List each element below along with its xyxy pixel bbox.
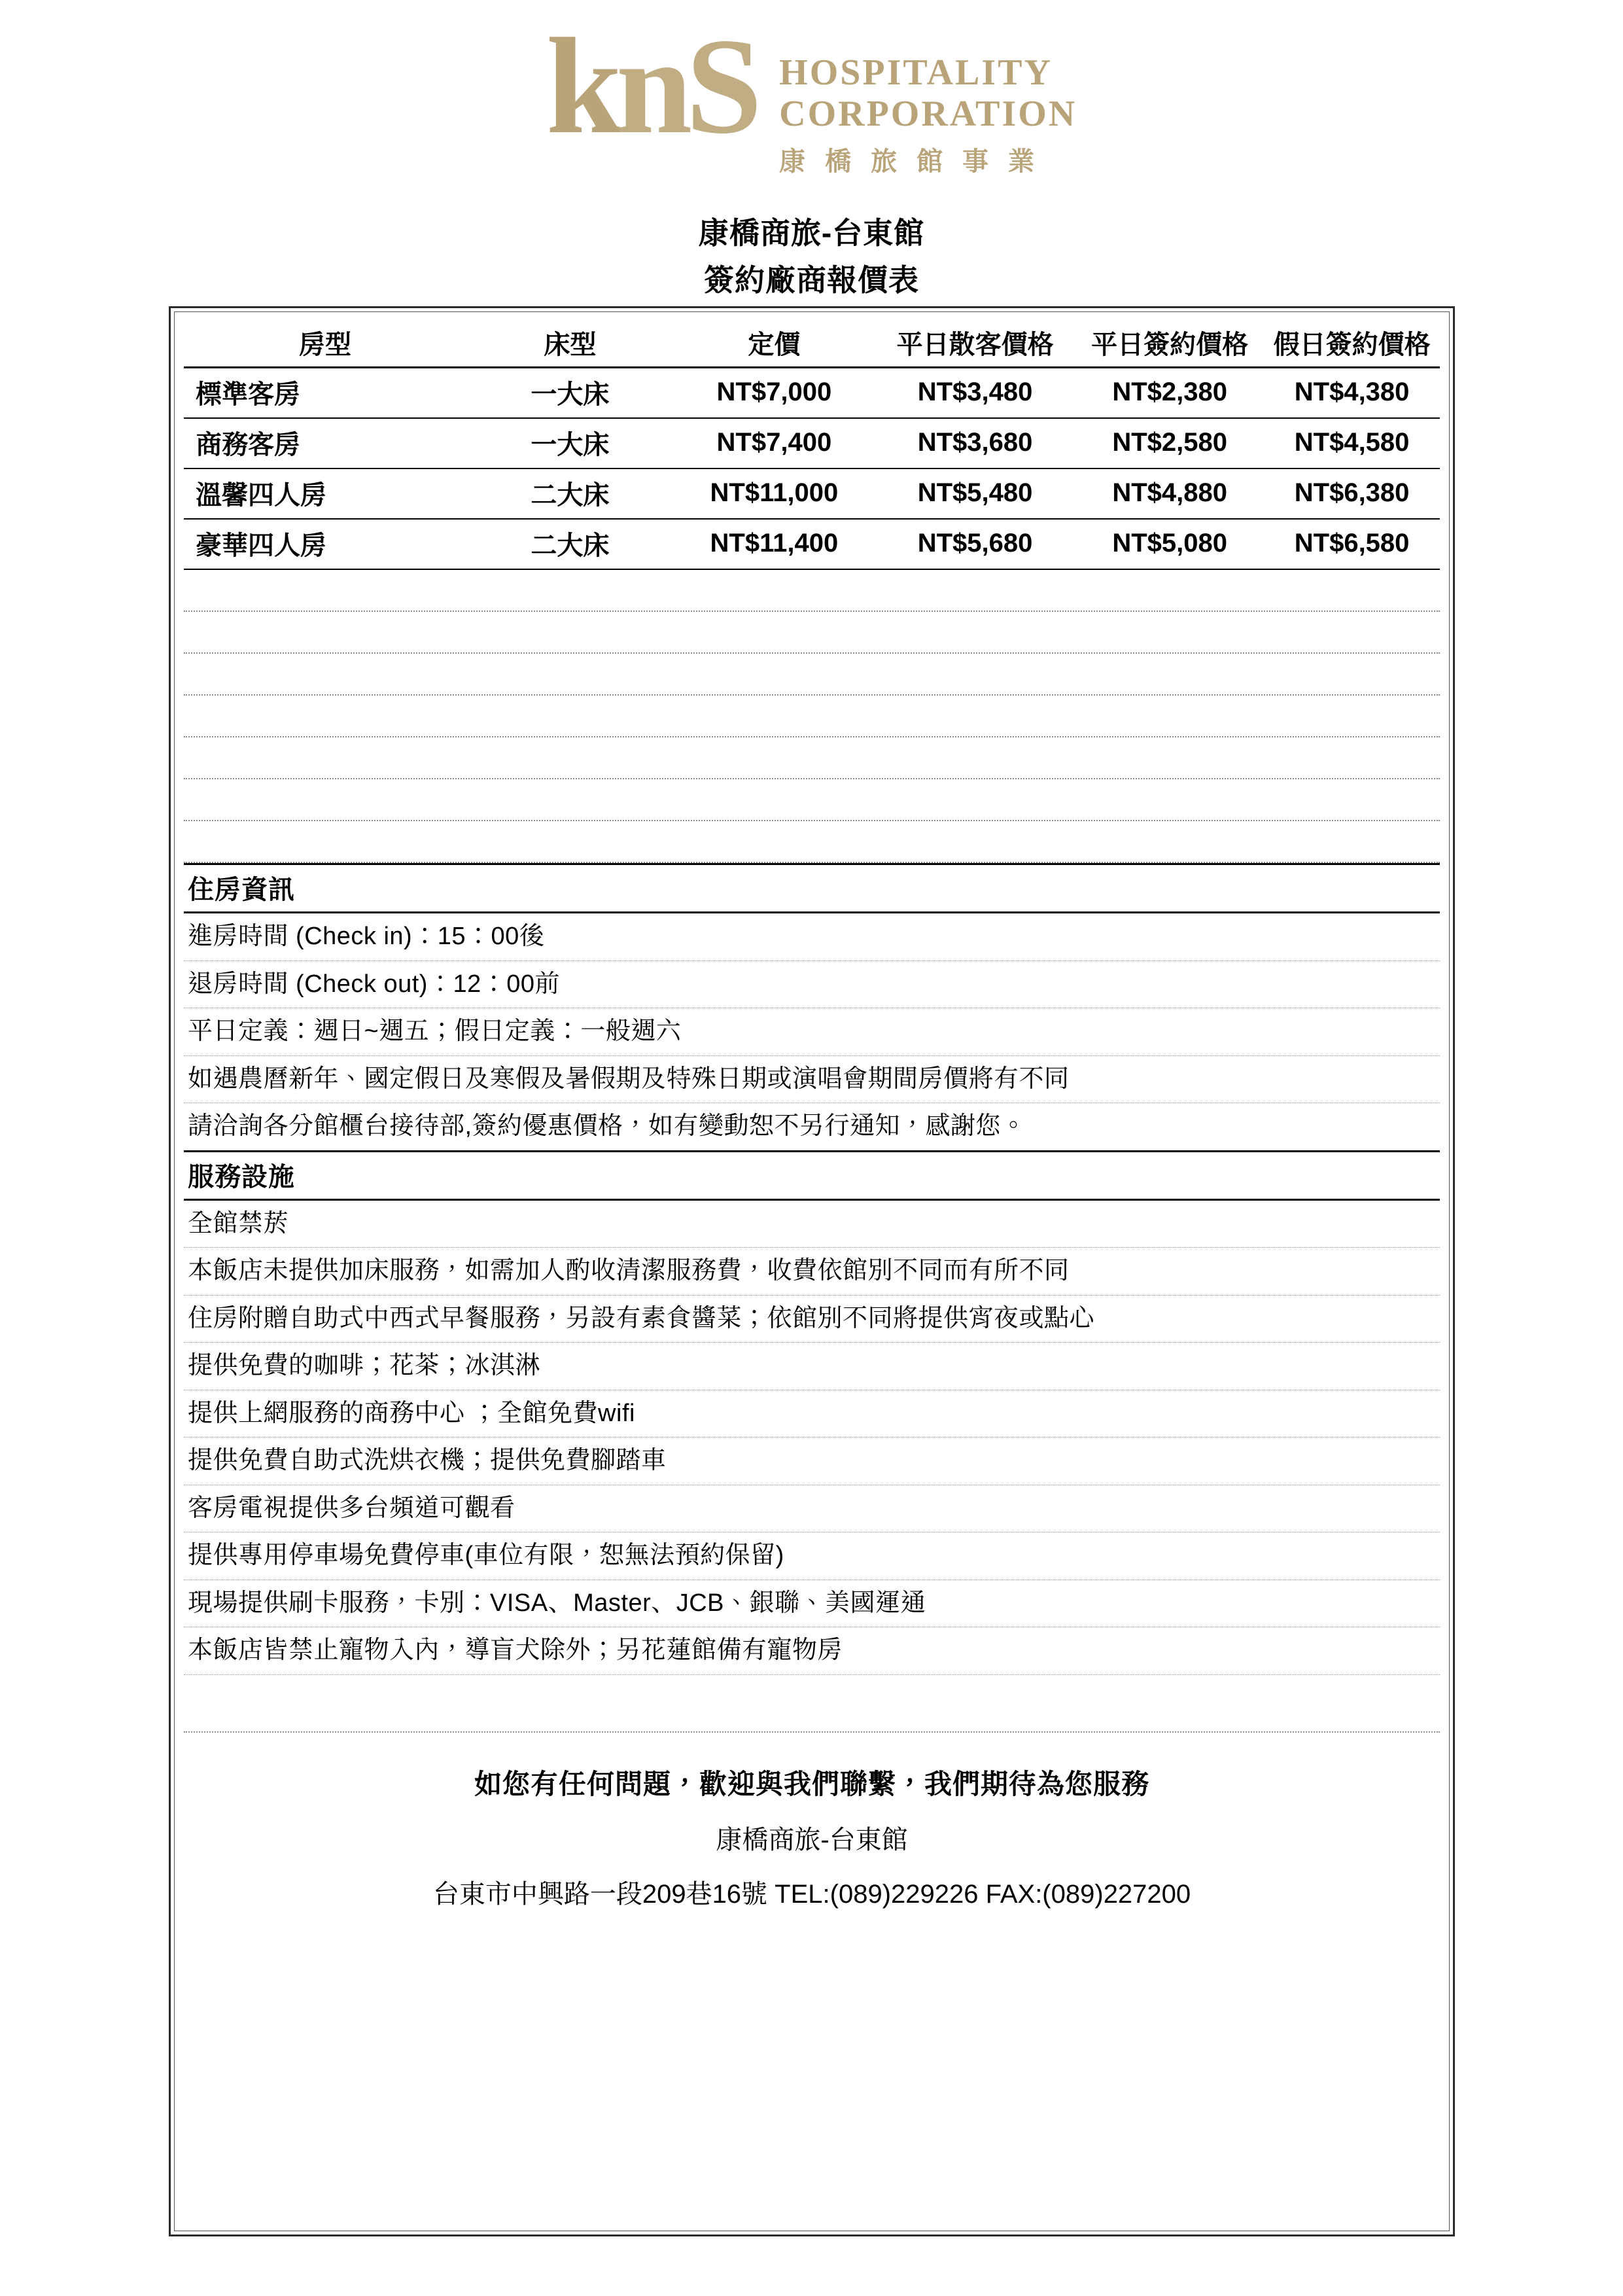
cell-weekday-walkin: NT$5,480 <box>875 468 1075 519</box>
footer-address-phone: 台東市中興路一段209巷16號 TEL:(089)229226 FAX:(089)227200 <box>432 1879 1191 1909</box>
service-line: 提供上網服務的商務中心 ；全館免費wifi <box>184 1390 1440 1438</box>
section-heading-stay-info: 住房資訊 <box>184 863 1440 913</box>
page-subtitle: 簽約廠商報價表 <box>704 263 919 297</box>
page-title: 康橋商旅-台東館 <box>698 216 925 250</box>
table-row <box>184 519 1440 569</box>
cell-rack-rate: NT$11,400 <box>674 519 875 569</box>
cell-rack-rate: NT$7,000 <box>674 368 875 419</box>
cell-weekday-contract: NT$5,080 <box>1075 519 1264 569</box>
stay-info-line: 退房時間 (Check out)：12：00前 <box>184 961 1440 1009</box>
cell-holiday-contract: NT$6,380 <box>1264 468 1440 519</box>
empty-row <box>184 779 1440 821</box>
cell-holiday-contract: NT$4,580 <box>1264 418 1440 468</box>
column-header-weekday-contract: 平日簽約價格 <box>1075 319 1264 368</box>
column-header-holiday-contract: 假日簽約價格 <box>1264 319 1440 368</box>
empty-row <box>184 737 1440 779</box>
table-row <box>184 368 1440 419</box>
cell-weekday-contract: NT$4,880 <box>1075 468 1264 519</box>
cell-weekday-contract: NT$2,380 <box>1075 368 1264 419</box>
logo-line-chinese: 康 橋 旅 館 事 業 <box>779 147 1041 177</box>
stay-info-line: 如遇農曆新年、國定假日及寒假及暑假期及特殊日期或演唱會期間房價將有不同 <box>184 1056 1440 1104</box>
cell-room-type: 商務客房 <box>184 418 466 468</box>
empty-row <box>184 654 1440 696</box>
empty-row <box>184 570 1440 612</box>
section-heading-services: 服務設施 <box>184 1150 1440 1201</box>
service-line: 現場提供刷卡服務，卡別：VISA、Master、JCB、銀聯、美國運通 <box>184 1580 1440 1628</box>
column-header-room-type: 房型 <box>184 319 466 368</box>
empty-row <box>184 696 1440 737</box>
cell-room-type: 溫馨四人房 <box>184 468 466 519</box>
cell-weekday-walkin: NT$5,680 <box>875 519 1075 569</box>
empty-row <box>184 821 1440 863</box>
logo-letter-k: k <box>546 10 616 162</box>
logo-line-corporation: CORPORATION <box>779 93 1077 134</box>
empty-row <box>184 612 1440 654</box>
service-line: 客房電視提供多台頻道可觀看 <box>184 1485 1440 1533</box>
stay-info-line: 請洽詢各分館櫃台接待部,簽約優惠價格，如有變動恕不另行通知，感謝您。 <box>188 1112 1026 1140</box>
document-frame <box>169 306 1455 2236</box>
cell-rack-rate: NT$7,400 <box>674 418 875 468</box>
column-header-weekday-walkin: 平日散客價格 <box>875 319 1075 368</box>
empty-rows-area <box>184 570 1440 863</box>
logo-text-block <box>779 31 1077 178</box>
section-divider <box>184 1675 1440 1733</box>
table-row <box>184 468 1440 519</box>
cell-bed-type: 二大床 <box>466 519 674 569</box>
company-logo <box>0 10 1623 178</box>
cell-bed-type: 一大床 <box>466 418 674 468</box>
footer-contact-invitation: 如您有任何問題，歡迎與我們聯繫，我們期待為您服務 <box>474 1768 1149 1799</box>
cell-weekday-contract: NT$2,580 <box>1075 418 1264 468</box>
service-line: 提供專用停車場免費停車(車位有限，恕無法預約保留) <box>184 1532 1440 1580</box>
cell-weekday-walkin: NT$3,680 <box>875 418 1075 468</box>
cell-holiday-contract: NT$4,380 <box>1264 368 1440 419</box>
table-header-row <box>184 319 1440 368</box>
logo-line-hospitality: HOSPITALITY <box>779 52 1053 93</box>
cell-room-type: 標準客房 <box>184 368 466 419</box>
footer-block <box>184 1733 1440 1911</box>
cell-room-type: 豪華四人房 <box>184 519 466 569</box>
document-frame-inner <box>174 311 1450 2231</box>
table-row <box>184 418 1440 468</box>
column-header-rack-rate: 定價 <box>674 319 875 368</box>
service-line: 本飯店皆禁止寵物入內，導盲犬除外；另花蓮館備有寵物房 <box>184 1627 1440 1675</box>
service-line: 提供免費的咖啡；花茶；冰淇淋 <box>184 1343 1440 1390</box>
footer-hotel-name: 康橋商旅-台東館 <box>716 1825 908 1854</box>
service-line: 提供免費自助式洗烘衣機；提供免費腳踏車 <box>184 1438 1440 1485</box>
service-line: 全館禁菸 <box>184 1201 1440 1248</box>
cell-rack-rate: NT$11,000 <box>674 468 875 519</box>
service-line: 本飯店未提供加床服務，如需加人酌收清潔服務費，收費依館別不同而有所不同 <box>184 1248 1440 1296</box>
cell-bed-type: 一大床 <box>466 368 674 419</box>
cell-weekday-walkin: NT$3,480 <box>875 368 1075 419</box>
logo-wordmark <box>546 10 756 162</box>
logo-letter-n: n <box>616 10 686 162</box>
cell-holiday-contract: NT$6,580 <box>1264 519 1440 569</box>
price-table <box>184 319 1440 570</box>
column-header-bed-type: 床型 <box>466 319 674 368</box>
logo-letter-s: S <box>686 10 756 162</box>
stay-info-line: 進房時間 (Check in)：15：00後 <box>184 913 1440 961</box>
cell-bed-type: 二大床 <box>466 468 674 519</box>
stay-info-line: 平日定義：週日~週五；假日定義：一般週六 <box>184 1008 1440 1056</box>
service-line: 住房附贈自助式中西式早餐服務，另設有素食醬菜；依館別不同將提供宵夜或點心 <box>184 1296 1440 1343</box>
